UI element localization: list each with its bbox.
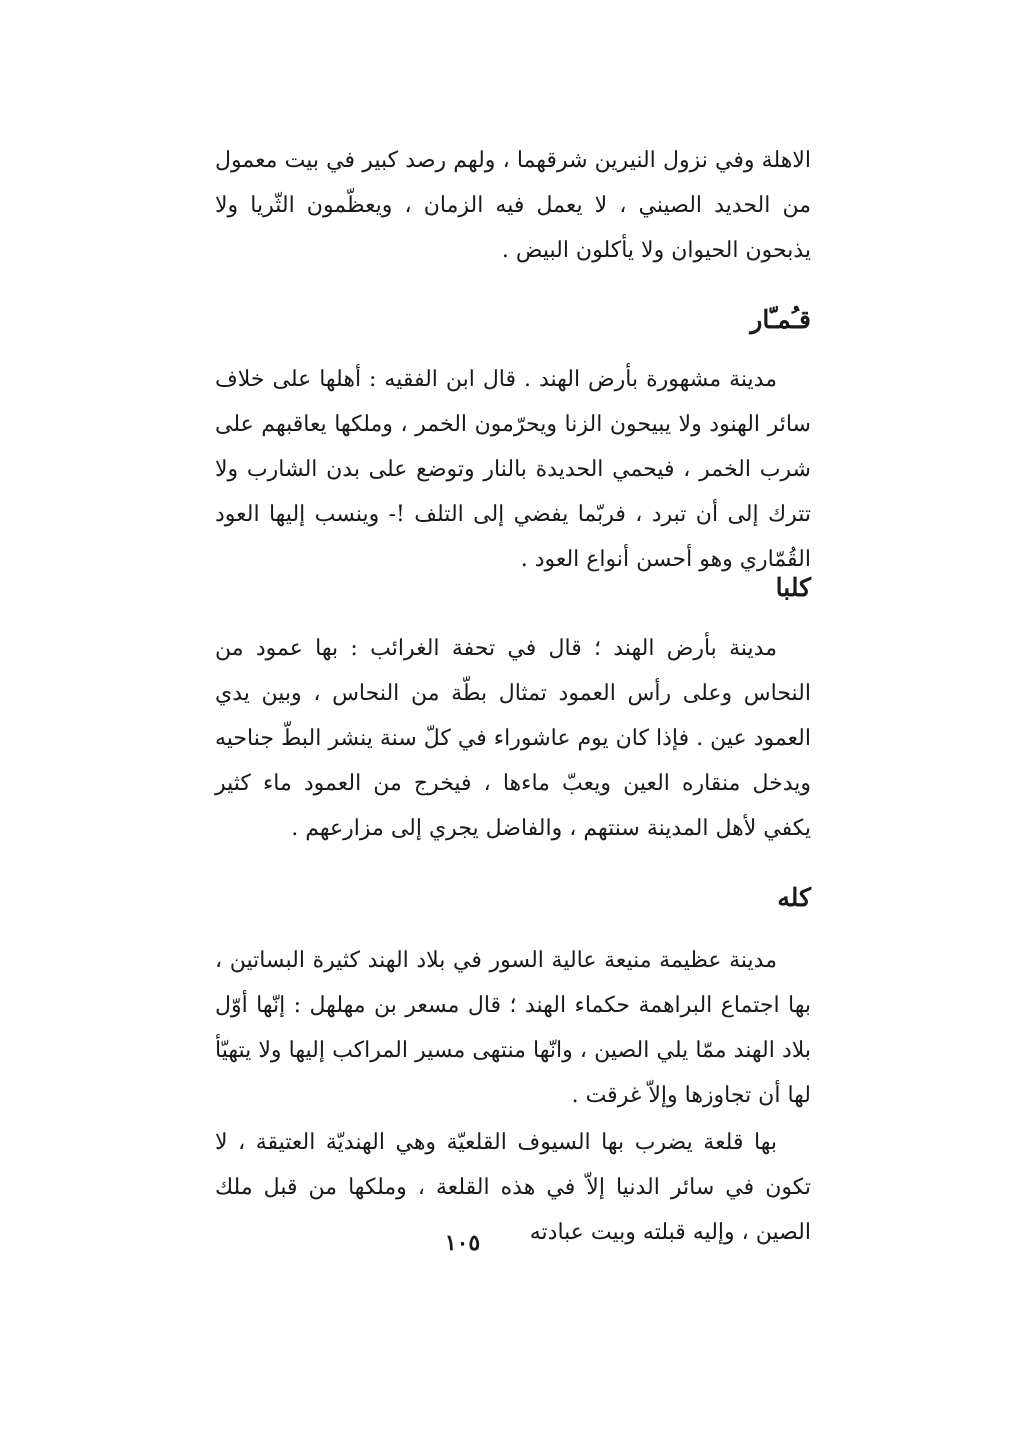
- entry-title-kalah: كله: [777, 883, 811, 912]
- entry-paragraph: مدينة مشهورة بأرض الهند . قال ابن الفقيه : أهلها على خلاف سائر الهنود ولا يبيحون الزنا ويحرّمون الخمر ، وملكها يعاقبهم على شرب الخمر ، فيحمي الحديدة بالنار وتوضع على بدن الشارب ولا تترك إلى أن تبرد ، فربّما يفضي إلى التلف !- وينسب إليها العود القُمّاري وهو أحسن أنواع العود .: [215, 367, 811, 572]
- entry-body-kalah: [215, 938, 811, 1255]
- page-number: ١٠٥: [444, 1230, 481, 1256]
- entry-body-qumar: [215, 357, 811, 582]
- intro-paragraph: الاهلة وفي نزول النيرين شرقهما ، ولهم رصد كبير في بيت معمول من الحديد الصيني ، لا يعمل فيه الزمان ، ويعظّمون الثّريا ولا يذبحون الحيوان ولا يأكلون البيض .: [215, 148, 812, 263]
- entry-paragraph: مدينة عظيمة منيعة عالية السور في بلاد الهند كثيرة البساتين ، بها اجتماع البراهمة حكماء الهند ؛ قال مسعر بن مهلهل : إنّها أوّل بلاد الهند ممّا يلي الصين ، وانّها منتهى مسير المراكب إليها ولا يتهيّأ لها أن تجاوزها وإلاّ غرقت .: [215, 948, 811, 1108]
- intro-paragraph-block: [215, 138, 811, 273]
- entry-title-kalba: كلبا: [775, 573, 811, 602]
- entry-title-qumar: قـُمـّار: [750, 305, 811, 334]
- entry-body-kalba: [215, 626, 811, 851]
- entry-paragraph: بها قلعة يضرب بها السيوف القلعيّة وهي الهنديّة العتيقة ، لا تكون في سائر الدنيا إلاّ في هذه القلعة ، وملكها من قبل ملك الصين ، وإليه قبلته وبيت عبادته: [215, 1130, 811, 1245]
- entry-paragraph: مدينة بأرض الهند ؛ قال في تحفة الغرائب : بها عمود من النحاس وعلى رأس العمود تمثال بطّة من النحاس ، وبين يدي العمود عين . فإذا كان يوم عاشوراء في كلّ سنة ينشر البطّ جناحيه ويدخل منقاره العين ويعبّ ماءها ، فيخرج من العمود ماء كثير يكفي لأهل المدينة سنتهم ، والفاضل يجري إلى مزارعهم .: [215, 636, 811, 841]
